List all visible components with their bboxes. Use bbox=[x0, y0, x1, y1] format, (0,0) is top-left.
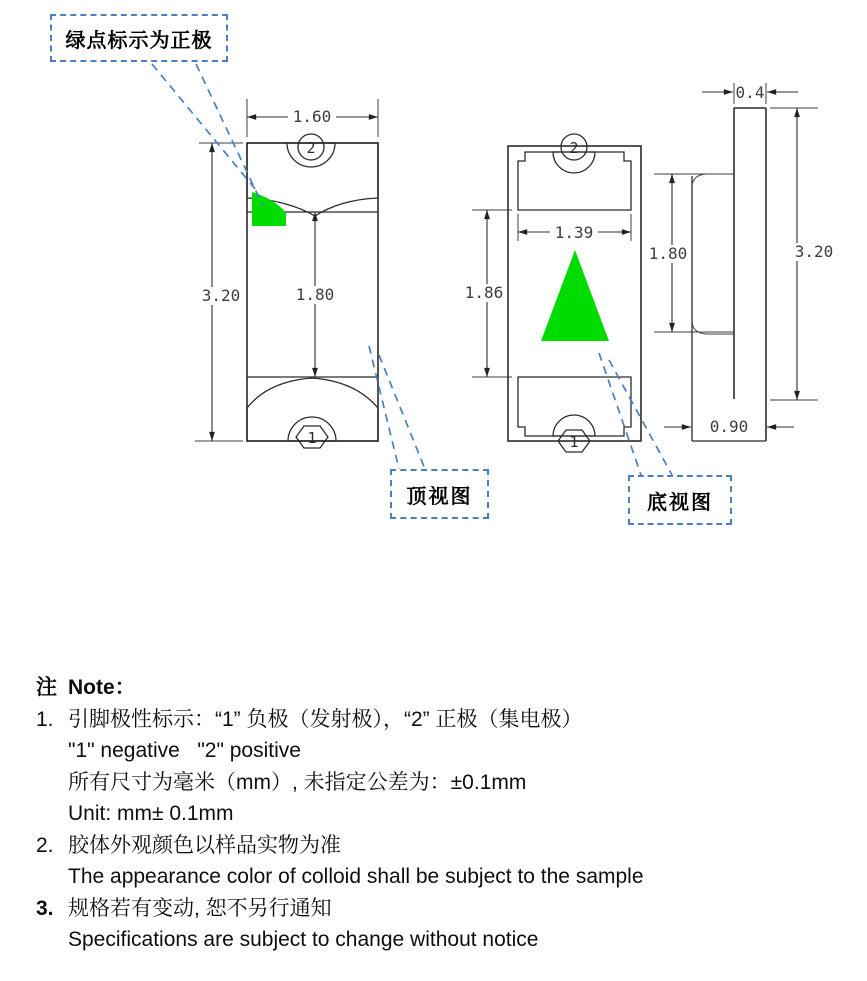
bottom-view-upper-pad-hatch bbox=[518, 152, 631, 210]
polarity-callout bbox=[50, 14, 228, 62]
dim-label-top-inner: 1.80 bbox=[295, 285, 335, 304]
green-polarity-mark bbox=[252, 192, 286, 226]
dim-label-thickness: 0.4 bbox=[735, 83, 765, 102]
note-item-2-line-2: The appearance color of colloid shall be subject to the sample bbox=[68, 865, 644, 888]
dim-thickness bbox=[702, 83, 798, 104]
bottom-view-label-text: 底视图 bbox=[647, 491, 713, 514]
top-view-leader-2 bbox=[379, 355, 425, 469]
note-item-3-line-1: 3. 规格若有变动, 恕不另行通知 bbox=[36, 893, 836, 925]
dim-label-pad-width: 1.39 bbox=[554, 223, 594, 242]
bottom-view-label-box bbox=[628, 475, 732, 525]
notes-heading-zh: 注 bbox=[36, 676, 57, 699]
dim-label-top-width: 1.60 bbox=[292, 107, 332, 126]
pin2-label: 2 bbox=[306, 139, 316, 157]
dim-label-top-height: 3.20 bbox=[201, 286, 241, 305]
top-view-label-box bbox=[390, 469, 489, 519]
dim-side-height bbox=[770, 108, 836, 400]
note-item-3-line-2: Specifications are subject to change without notice bbox=[68, 928, 539, 951]
top-view-label-text: 顶视图 bbox=[406, 485, 473, 508]
note-item-2-line-1: 2. 胶体外观颜色以样品实物为准 bbox=[36, 830, 836, 862]
note-item-2-marker: 2. bbox=[36, 833, 54, 857]
notes-section bbox=[36, 672, 836, 956]
pin2-label-bottom-view: 2 bbox=[569, 139, 579, 157]
dim-bottom-inner-height bbox=[461, 210, 512, 377]
note-item-1-line-2: "1" negative "2" positive bbox=[68, 739, 301, 762]
note-item-1-line-4: Unit: mm± 0.1mm bbox=[68, 802, 234, 825]
dim-top-inner-height bbox=[292, 212, 338, 377]
dim-foot-width bbox=[664, 417, 794, 436]
polarity-callout-text: 绿点标示为正极 bbox=[65, 29, 213, 52]
dim-top-width bbox=[247, 99, 378, 137]
note-item-3-marker: 3. bbox=[36, 896, 54, 920]
dim-label-side-height: 3.20 bbox=[794, 242, 834, 261]
dim-label-lead-span: 1.80 bbox=[648, 244, 688, 263]
green-triangle-mark bbox=[541, 250, 609, 341]
top-view-leader-1 bbox=[369, 346, 399, 469]
note-item-1-marker: 1. bbox=[36, 707, 54, 731]
note-item-1-line-3: 所有尺寸为毫米（mm）, 未指定公差为：±0.1mm bbox=[68, 770, 527, 794]
side-view-lead-upper-bend bbox=[692, 174, 734, 186]
note-item-1-line-1: 1. 引脚极性标示：“1” 负极（发射极），“2” 正极（集电极） bbox=[36, 704, 836, 736]
dim-label-bottom-inner: 1.86 bbox=[464, 283, 504, 302]
pin1-label: 1 bbox=[307, 429, 317, 447]
dim-lead-span bbox=[645, 174, 733, 332]
bottom-view-lower-pad-hatch bbox=[518, 377, 631, 436]
notes-heading-en: Note： bbox=[68, 676, 136, 699]
pin1-label-bottom-view: 1 bbox=[569, 433, 579, 451]
dim-top-height bbox=[195, 143, 244, 441]
notes-heading bbox=[36, 672, 836, 704]
dim-pad-width bbox=[518, 214, 631, 242]
leader-lines bbox=[152, 64, 672, 475]
side-view bbox=[645, 83, 836, 441]
polarity-leader-2 bbox=[196, 64, 263, 206]
top-view bbox=[195, 99, 378, 448]
bottom-view-leader-1 bbox=[599, 353, 641, 475]
dim-label-foot-width: 0.90 bbox=[709, 417, 749, 436]
bottom-view bbox=[461, 134, 641, 452]
